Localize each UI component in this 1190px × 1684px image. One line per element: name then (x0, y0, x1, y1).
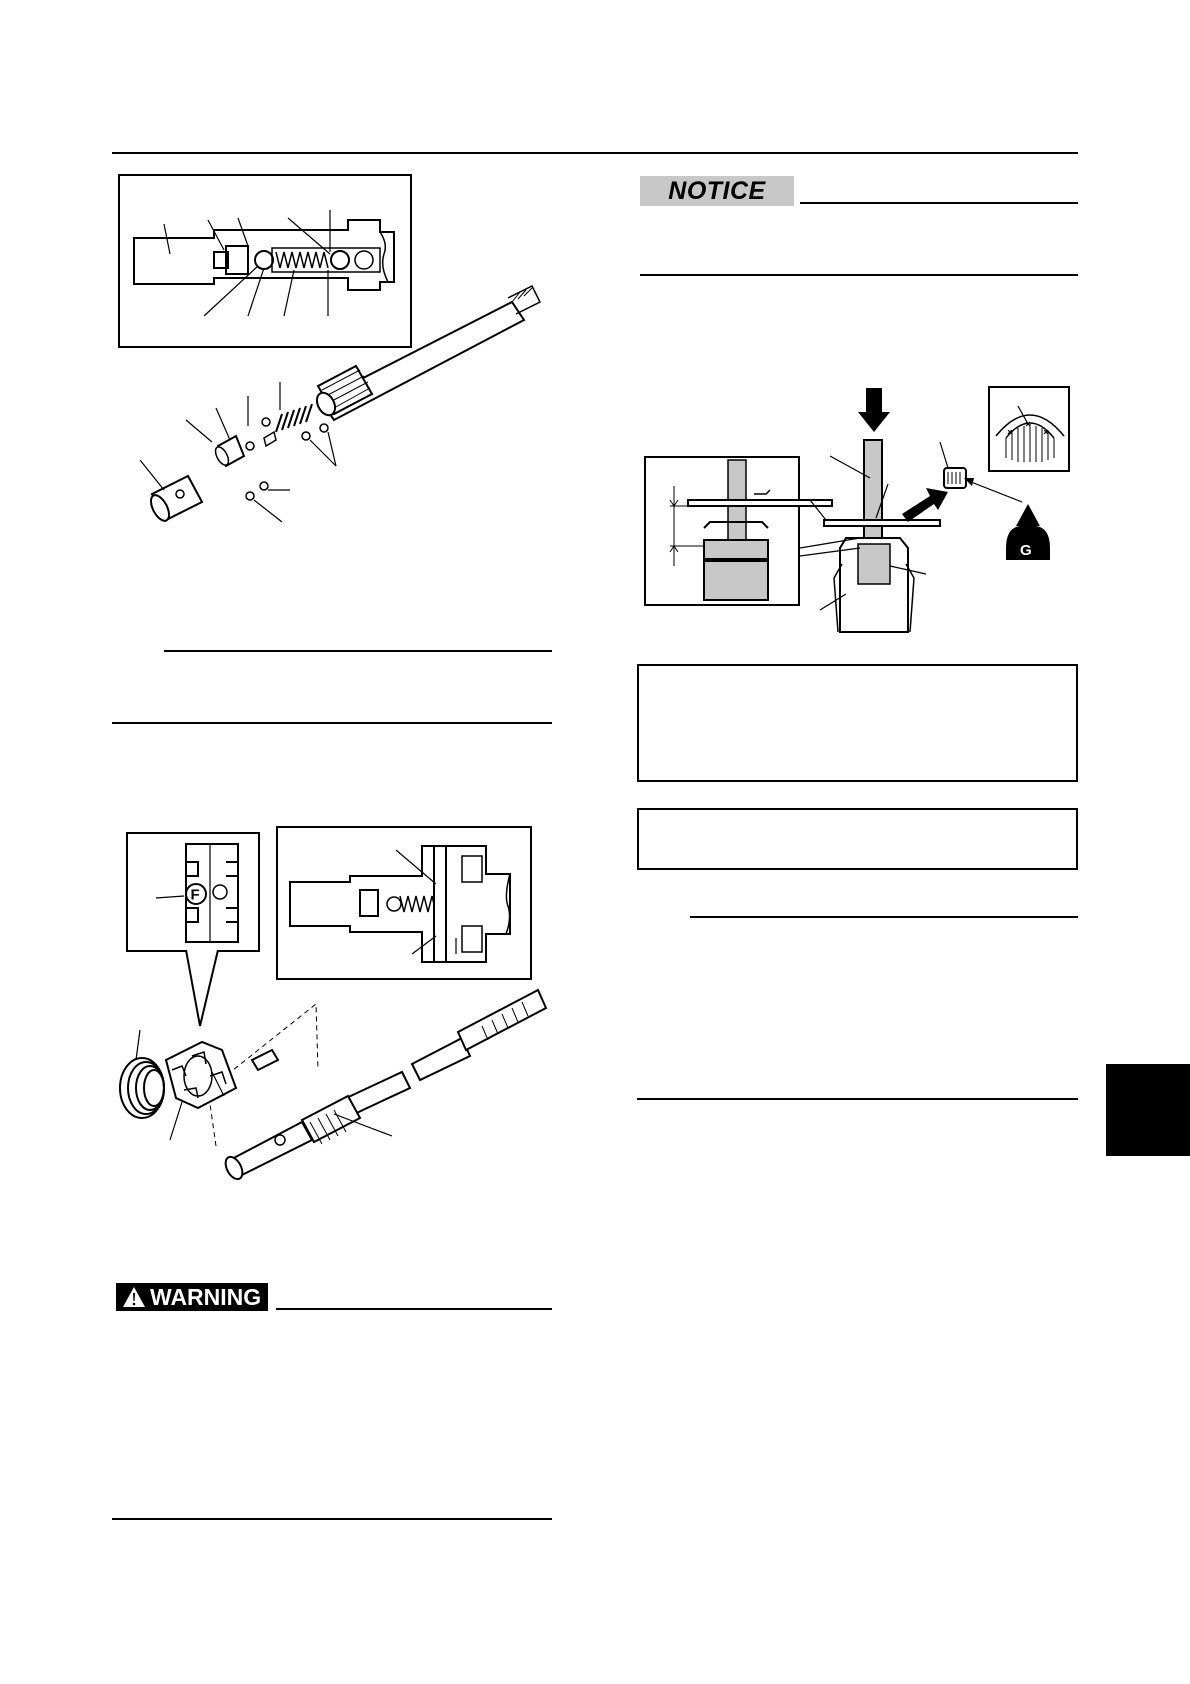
notice-rule-top (800, 202, 1078, 204)
figure-3-bearing-detail-drawing (988, 386, 1070, 472)
notice-label: NOTICE (668, 176, 766, 205)
figure-3-detail-drawing (644, 456, 800, 606)
right-section-rule-short (690, 916, 1078, 918)
right-section-rule-full (637, 1098, 1078, 1100)
warning-rule-bottom (112, 1518, 552, 1520)
f-mark-label: F (190, 886, 200, 904)
chapter-tab (1106, 1064, 1190, 1156)
figure-2-exploded-drawing (112, 980, 552, 1180)
figure-1-exploded-drawing (140, 290, 550, 540)
lubricant-g-label: G (1020, 542, 1032, 559)
left-section-rule-short (164, 650, 552, 652)
right-info-box-1 (637, 664, 1078, 782)
figure-2-mark-inset-drawing (126, 832, 260, 952)
warning-label: WARNING (150, 1283, 262, 1310)
notice-banner (640, 176, 794, 206)
warning-rule-top (276, 1308, 552, 1310)
warning-banner (116, 1283, 268, 1311)
warning-triangle-icon (122, 1286, 146, 1308)
notice-rule-bottom (640, 274, 1078, 276)
header-rule (112, 152, 1078, 154)
figure-2-section-inset-drawing (276, 826, 532, 980)
right-info-box-2 (637, 808, 1078, 870)
left-section-rule-full (112, 722, 552, 724)
